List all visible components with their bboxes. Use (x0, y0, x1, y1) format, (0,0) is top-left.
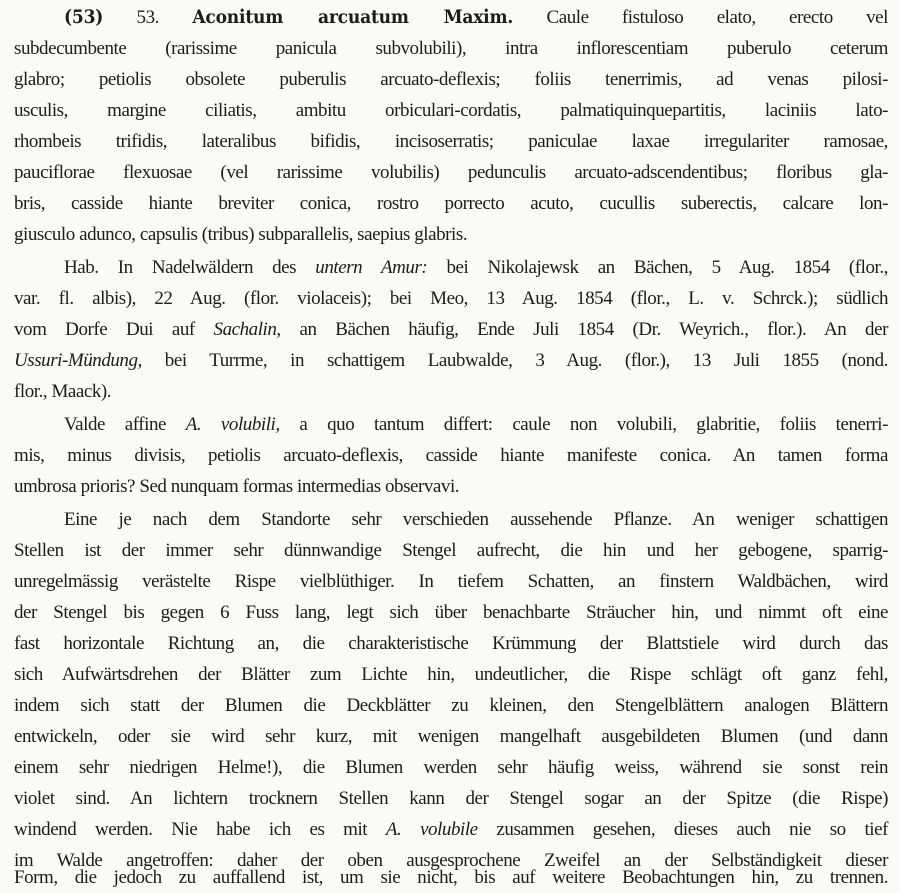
habitat-locality: untern Amur: (315, 257, 428, 278)
description-line: der Stengel bis gegen 6 Fuss lang, legt sich über benachbarte Sträucher hin, und nimmt oft eine (14, 602, 888, 623)
description-line: indem sich statt der Blumen die Deckblätter zu kleinen, den Stengelblättern analogen Blättern (14, 695, 888, 716)
remark-text: Valde affine (64, 414, 166, 435)
description-line: im Walde angetroffen: daher der oben ausgesprochene Zweifel an der Selbständigkeit dieser (14, 850, 888, 871)
remark-line: mis, minus divisis, petiolis arcuato-deflexis, casside hiante manifeste conica. An tamen forma (14, 445, 888, 466)
diagnosis-text: Caule fistuloso elato, erecto vel (546, 7, 888, 28)
remark-line-1 (64, 409, 888, 440)
diagnosis-line: pauciflorae flexuosae (vel rarissime volubilis) pedunculis arcuato-adscendentibus; floribus gla- (14, 162, 888, 183)
description-line: Eine je nach dem Standorte sehr verschieden aussehende Pflanze. An weniger schattigen (64, 509, 888, 530)
habitat-text: bei Nikolajewsk an Bächen, 5 Aug. 1854 (flor., (446, 257, 888, 278)
species-number: 53. (136, 7, 159, 28)
diagnosis-line: rhombeis trifidis, lateralibus bifidis, incisoserratis; paniculae laxae irregulariter ramosae, (14, 131, 888, 152)
description-text: windend werden. Nie habe ich es mit (14, 819, 368, 840)
habitat-line: var. fl. albis), 22 Aug. (flor. violaceis); bei Meo, 13 Aug. 1854 (flor., L. v. Schrck.); südlich (14, 288, 888, 309)
description-species-ref: A. volubile (385, 819, 478, 840)
remark-species-ref: A. volubili, (185, 414, 280, 435)
remark-line: umbrosa prioris? Sed nunquam formas intermedias observavi. (14, 476, 460, 497)
habitat-text: Hab. In Nadelwäldern des (64, 257, 297, 278)
habitat-text: bei Turrme, in schattigem Laubwalde, 3 Aug. (flor.), 13 Juli 1855 (nond. (164, 350, 888, 371)
description-line: einem sehr niedrigen Helme!), die Blumen werden sehr häufig weiss, während sie sonst rein (14, 757, 888, 778)
diagnosis-line-1 (64, 2, 888, 33)
species-name: Aconitum arcuatum Maxim. (192, 6, 514, 28)
habitat-text: an Bächen häufig, Ende Juli 1854 (Dr. Weyrich., flor.). An der (299, 319, 888, 340)
description-line: fast horizontale Richtung an, die charakteristische Krümmung der Blattstiele wird durch das (14, 633, 888, 654)
description-line: sich Aufwärtsdrehen der Blätter zum Lichte hin, undeutlicher, die Rispe schlägt oft ganz fehl, (14, 664, 888, 685)
habitat-locality: Ussuri-Mündung, (14, 350, 142, 371)
description-line-11 (14, 814, 888, 845)
habitat-line: flor., Maack). (14, 381, 112, 402)
habitat-line-3 (14, 314, 888, 345)
remark-text: a quo tantum differt: caule non volubili, glabritie, foliis tenerri- (299, 414, 888, 435)
species-number-bold: (53) (64, 6, 104, 28)
habitat-text: vom Dorfe Dui auf (14, 319, 195, 340)
diagnosis-line: giusculo adunco, capsulis (tribus) subparallelis, saepius glabris. (14, 224, 468, 245)
diagnosis-line: bris, casside hiante breviter conica, rostro porrecto acuto, cucullis suberectis, calcare lon- (14, 193, 888, 214)
description-line: unregelmässig verästelte Rispe vielblüthiger. In tiefem Schatten, an finstern Waldbächen, wird (14, 571, 888, 592)
description-line: violet sind. An lichtern trocknern Stellen kann der Stengel sogar an der Spitze (die Rispe) (14, 788, 888, 809)
habitat-locality: Sachalin, (213, 319, 281, 340)
diagnosis-line: usculis, margine ciliatis, ambitu orbiculari-cordatis, palmatiquinquepartitis, laciniis lato- (14, 100, 888, 121)
diagnosis-line: subdecumbente (rarissime panicula subvolubili), intra inflorescentiam puberulo ceterum (14, 38, 888, 59)
description-last-line: Form, die jedoch zu auffallend ist, um sie nicht, bis auf weitere Beobachtungen hin, zu trennen. (14, 867, 888, 888)
diagnosis-line: glabro; petiolis obsolete puberulis arcuato-deflexis; foliis tenerrimis, ad venas pilosi- (14, 69, 888, 90)
habitat-line-4 (14, 345, 888, 376)
description-text: zusammen gesehen, dieses auch nie so tief (496, 819, 888, 840)
habitat-line-1 (64, 252, 888, 283)
description-line: Stellen ist der immer sehr dünnwandige Stengel aufrecht, die hin und her gebogene, sparrig- (14, 540, 888, 561)
description-line: entwickeln, oder sie wird sehr kurz, mit wenigen mangelhaft ausgebildeten Blumen (und dann (14, 726, 888, 747)
